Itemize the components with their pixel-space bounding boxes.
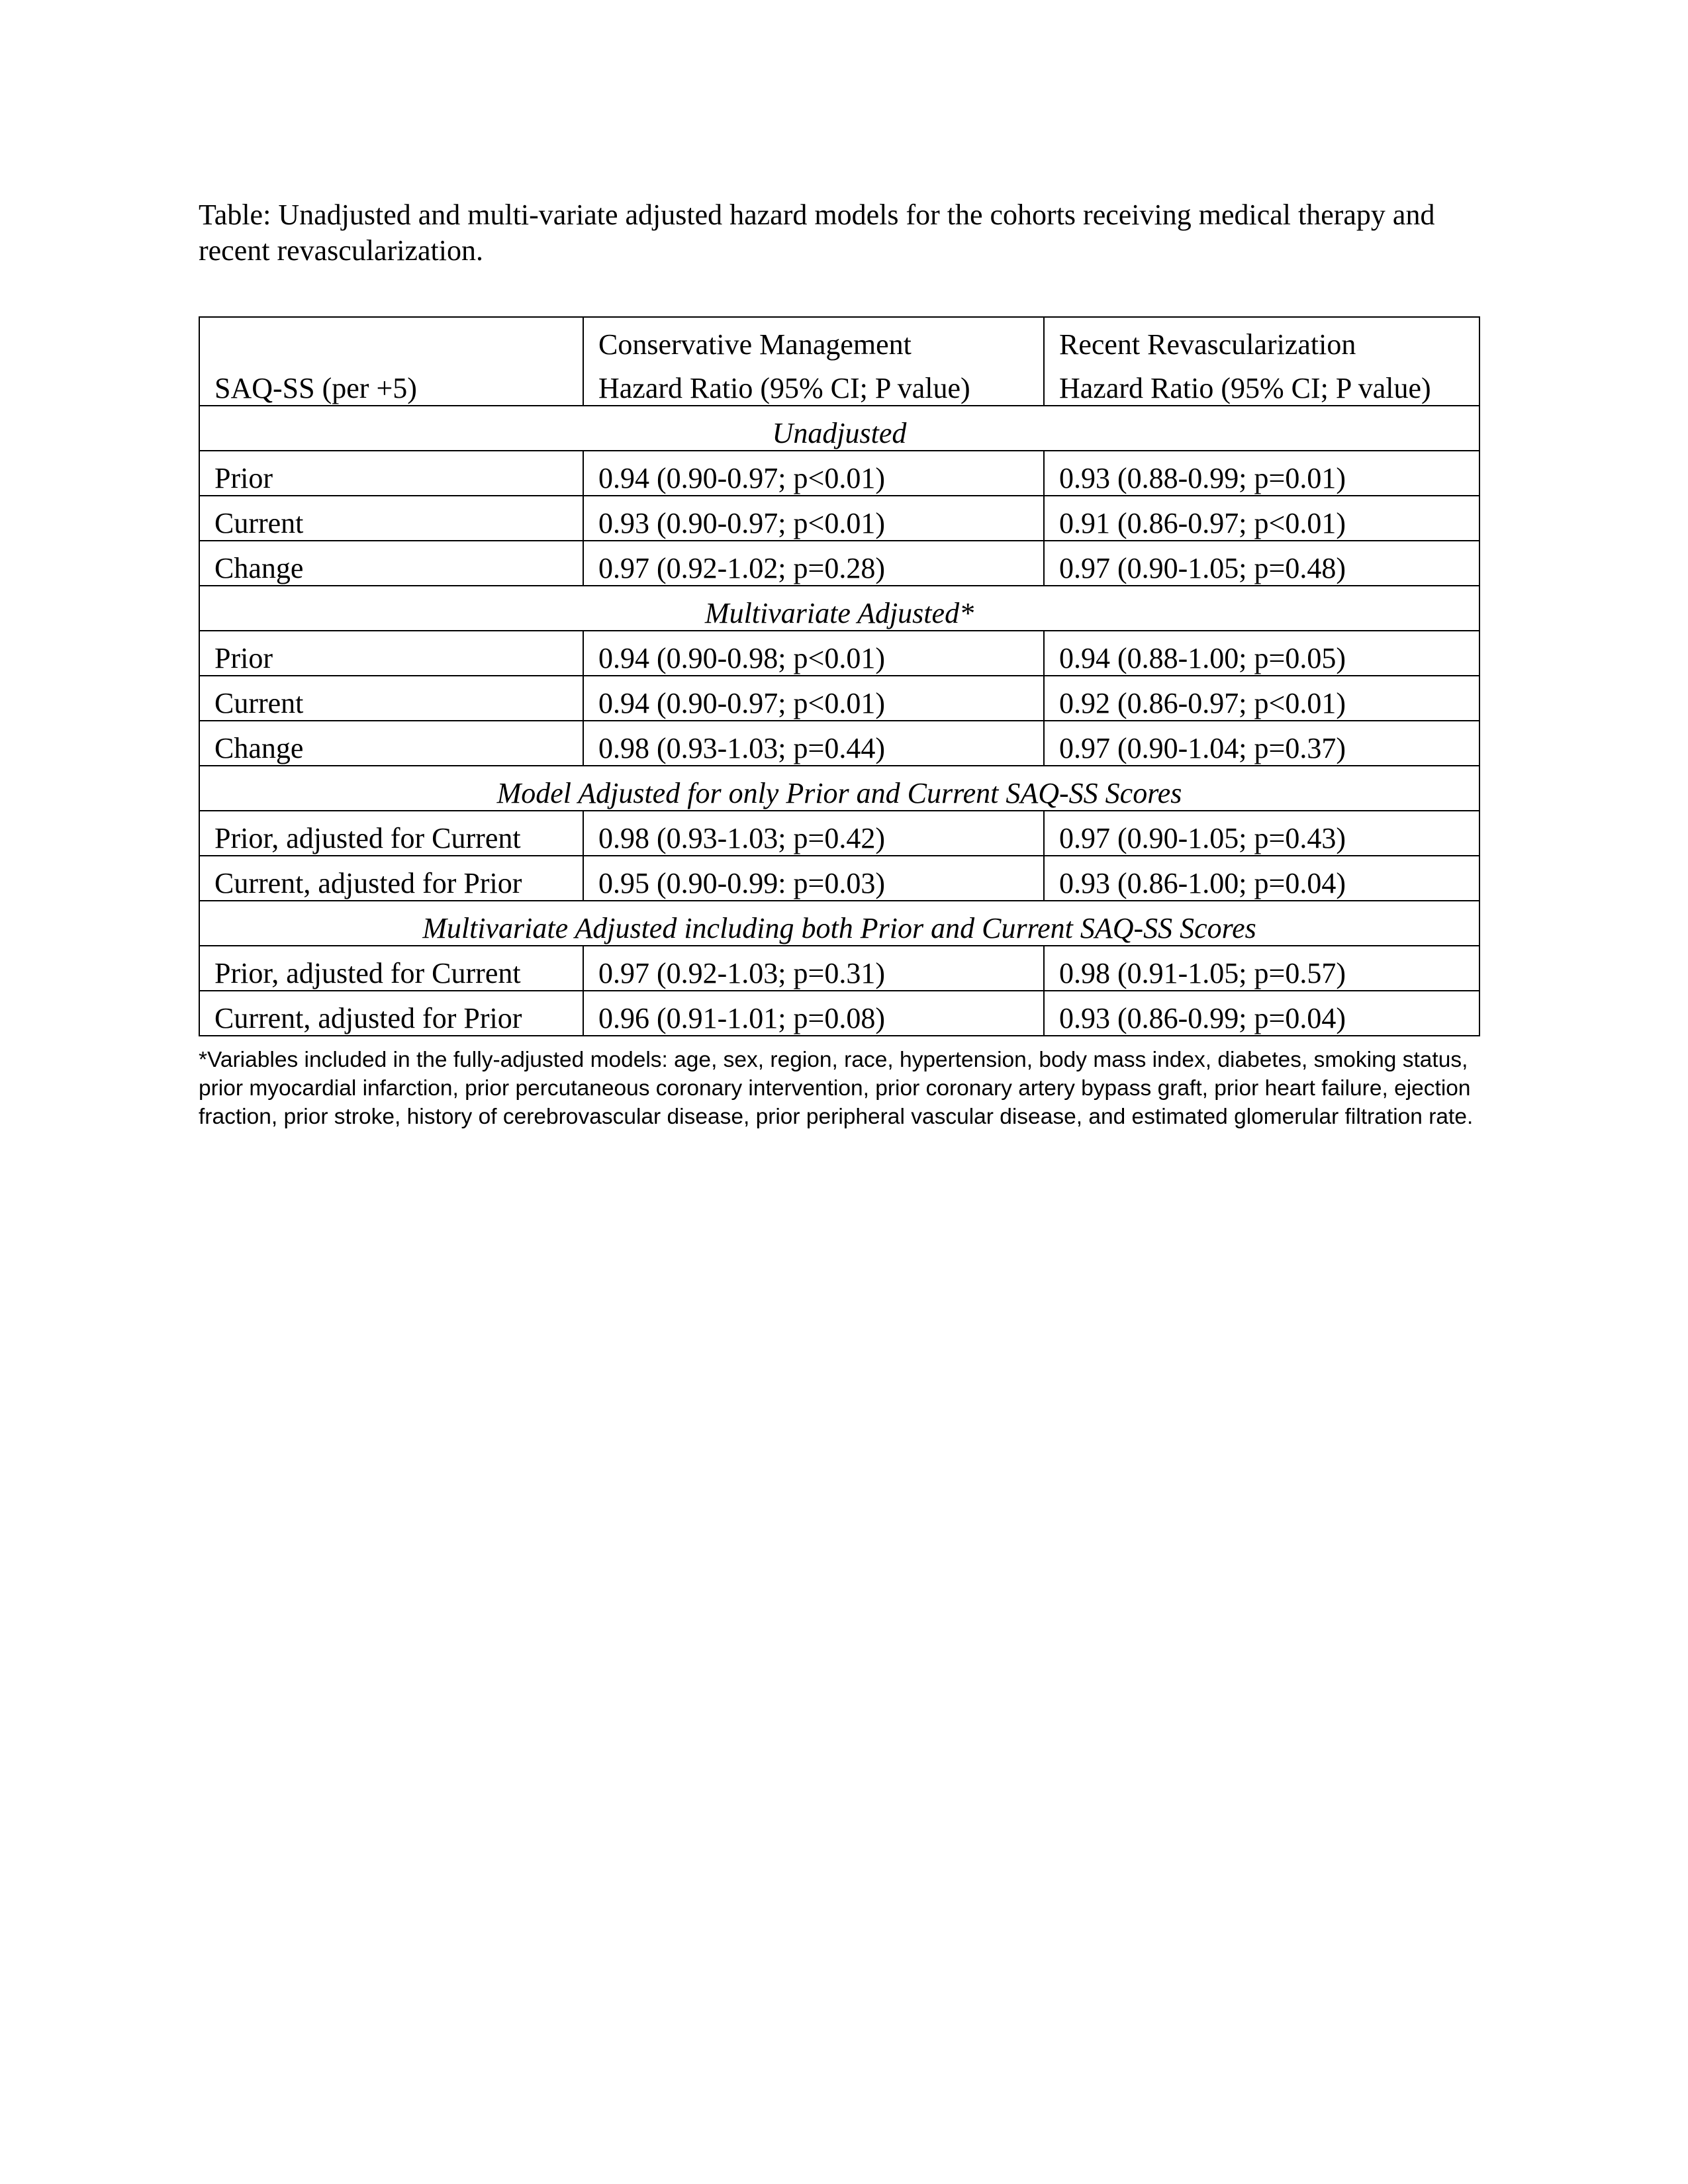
table-row <box>199 856 1479 901</box>
revasc-hr-cell: 0.91 (0.86-0.97; p<0.01) <box>1044 496 1479 541</box>
row-label-cell: Current, adjusted for Prior <box>199 991 583 1036</box>
section-title: Multivariate Adjusted* <box>199 586 1479 631</box>
section-title: Multivariate Adjusted including both Prior and Current SAQ-SS Scores <box>199 901 1479 946</box>
row-label-cell: Prior, adjusted for Current <box>199 811 583 856</box>
table-row <box>199 676 1479 721</box>
header-revasc-sub: Hazard Ratio (95% CI; P value) <box>1044 361 1479 406</box>
table-header-row-top <box>199 317 1479 361</box>
conservative-hr-cell: 0.95 (0.90-0.99: p=0.03) <box>583 856 1044 901</box>
conservative-hr-cell: 0.94 (0.90-0.97; p<0.01) <box>583 676 1044 721</box>
section-title: Unadjusted <box>199 406 1479 451</box>
revasc-hr-cell: 0.93 (0.86-0.99; p=0.04) <box>1044 991 1479 1036</box>
table-footnote: *Variables included in the fully-adjusted models: age, sex, region, race, hypertension, body mass index, diabetes, smoking status, prior myocardial infarction, prior percutaneous coronary intervention, prior coronary artery bypass graft, prior heart failure, ejection fraction, prior stroke, history of cerebrovascular disease, prior peripheral vascular disease, and estimated glomerular filtration rate. <box>199 1048 1474 1129</box>
revasc-hr-cell: 0.97 (0.90-1.04; p=0.37) <box>1044 721 1479 766</box>
table-row <box>199 811 1479 856</box>
header-conservative-sub: Hazard Ratio (95% CI; P value) <box>583 361 1044 406</box>
header-row-label: SAQ-SS (per +5) <box>199 361 583 406</box>
table-row <box>199 946 1479 991</box>
conservative-hr-cell: 0.96 (0.91-1.01; p=0.08) <box>583 991 1044 1036</box>
revasc-hr-cell: 0.93 (0.86-1.00; p=0.04) <box>1044 856 1479 901</box>
revasc-hr-cell: 0.98 (0.91-1.05; p=0.57) <box>1044 946 1479 991</box>
row-label-cell: Current, adjusted for Prior <box>199 856 583 901</box>
row-label-cell: Current <box>199 676 583 721</box>
row-label-cell: Prior <box>199 451 583 496</box>
row-label-cell: Change <box>199 721 583 766</box>
conservative-hr-cell: 0.97 (0.92-1.03; p=0.31) <box>583 946 1044 991</box>
table-caption: Table: Unadjusted and multi-variate adjusted hazard models for the cohorts receiving medical therapy and recent revascularization. <box>199 199 1435 267</box>
revasc-hr-cell: 0.93 (0.88-0.99; p=0.01) <box>1044 451 1479 496</box>
revasc-hr-cell: 0.97 (0.90-1.05; p=0.43) <box>1044 811 1479 856</box>
conservative-hr-cell: 0.98 (0.93-1.03; p=0.44) <box>583 721 1044 766</box>
header-revasc-title: Recent Revascularization <box>1044 317 1479 361</box>
section-header-row <box>199 406 1479 451</box>
section-header-row <box>199 586 1479 631</box>
hazard-ratio-table <box>199 316 1480 1036</box>
table-row <box>199 991 1479 1036</box>
conservative-hr-cell: 0.93 (0.90-0.97; p<0.01) <box>583 496 1044 541</box>
header-empty-cell <box>199 317 583 361</box>
conservative-hr-cell: 0.97 (0.92-1.02; p=0.28) <box>583 541 1044 586</box>
table-row <box>199 541 1479 586</box>
conservative-hr-cell: 0.94 (0.90-0.97; p<0.01) <box>583 451 1044 496</box>
table-row <box>199 451 1479 496</box>
section-header-row <box>199 901 1479 946</box>
row-label-cell: Current <box>199 496 583 541</box>
conservative-hr-cell: 0.98 (0.93-1.03; p=0.42) <box>583 811 1044 856</box>
table-row <box>199 496 1479 541</box>
row-label-cell: Prior <box>199 631 583 676</box>
section-header-row <box>199 766 1479 811</box>
conservative-hr-cell: 0.94 (0.90-0.98; p<0.01) <box>583 631 1044 676</box>
table-row <box>199 721 1479 766</box>
revasc-hr-cell: 0.94 (0.88-1.00; p=0.05) <box>1044 631 1479 676</box>
revasc-hr-cell: 0.97 (0.90-1.05; p=0.48) <box>1044 541 1479 586</box>
table-header-row-bottom <box>199 361 1479 406</box>
row-label-cell: Prior, adjusted for Current <box>199 946 583 991</box>
section-title: Model Adjusted for only Prior and Current SAQ-SS Scores <box>199 766 1479 811</box>
table-row <box>199 631 1479 676</box>
row-label-cell: Change <box>199 541 583 586</box>
header-conservative-title: Conservative Management <box>583 317 1044 361</box>
revasc-hr-cell: 0.92 (0.86-0.97; p<0.01) <box>1044 676 1479 721</box>
